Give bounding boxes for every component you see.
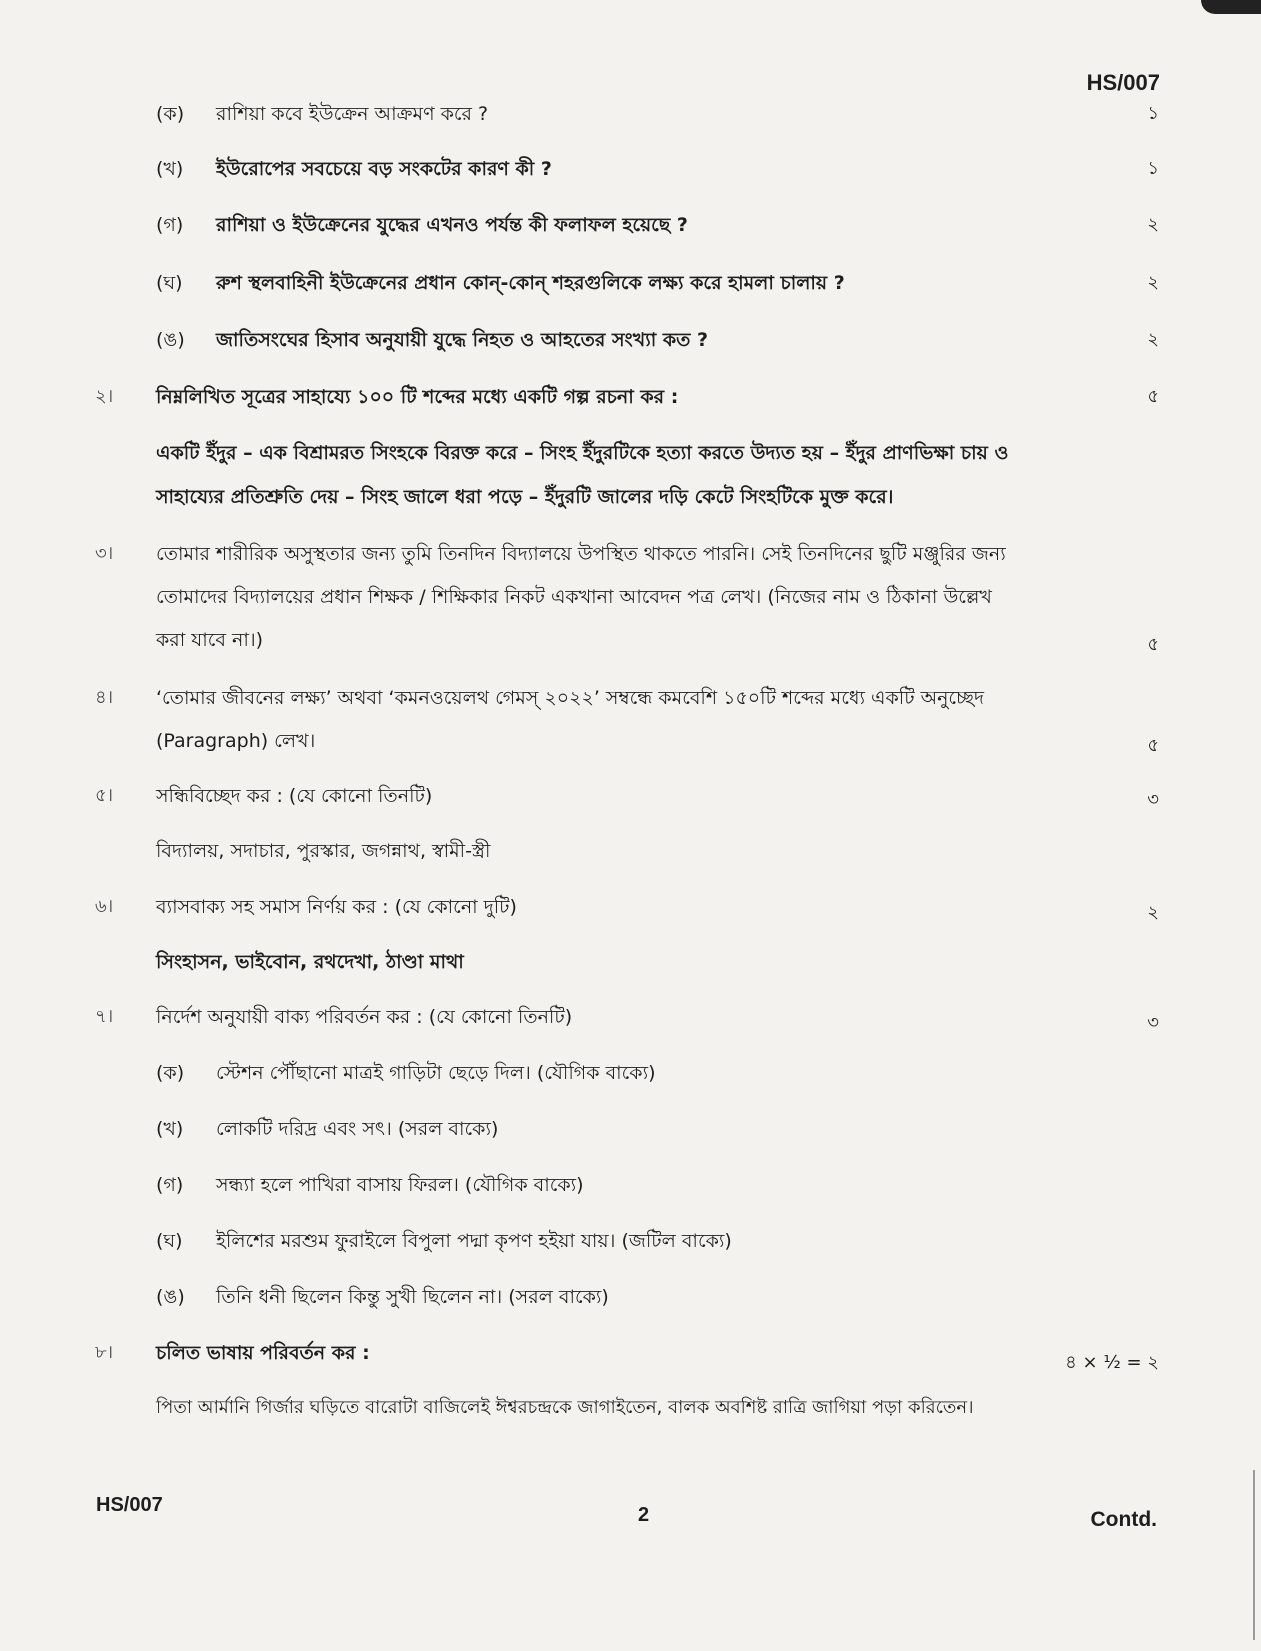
question-text: সন্ধিবিচ্ছেদ কর : (যে কোনো তিনটি) bbox=[156, 785, 433, 807]
subpart-label: (ঘ) bbox=[156, 272, 183, 294]
subpart-text: ইউরোপের সবচেয়ে বড় সংকটের কারণ কী ? bbox=[216, 158, 552, 180]
question-number: ২। bbox=[95, 386, 114, 407]
footer-paper-code: HS/007 bbox=[96, 1494, 163, 1516]
item-text: ইলিশের মরশুম ফুরাইলে বিপুলা পদ্মা কৃপণ হইয়া যায়। (জটিল বাক্যে) bbox=[216, 1230, 732, 1252]
question-number: ৮। bbox=[95, 1342, 114, 1363]
question-marks: ৪ × ½ = ২ bbox=[1065, 1352, 1159, 1373]
item-label: (খ) bbox=[156, 1118, 184, 1140]
paper-code-header: HS/007 bbox=[1086, 70, 1160, 95]
question-text-line: (Paragraph) লেখ। bbox=[156, 730, 316, 752]
item-text: লোকটি দরিদ্র এবং সৎ। (সরল বাক্যে) bbox=[216, 1118, 499, 1140]
story-outline-line: সাহায্যের প্রতিশ্রুতি দেয় – সিংহ জালে ধরা পড়ে – ইঁদুরটি জালের দড়ি কেটে সিংহটিকে মুক্ত করে। bbox=[156, 486, 894, 508]
page-number: 2 bbox=[638, 1504, 650, 1526]
question-marks: ৩ bbox=[1147, 789, 1159, 810]
subpart-label: (ঙ) bbox=[156, 329, 185, 351]
question-marks: ৩ bbox=[1147, 1012, 1159, 1033]
question-text: চলিত ভাষায় পরিবর্তন কর : bbox=[156, 1342, 370, 1364]
subpart-marks: ১ bbox=[1147, 103, 1159, 124]
subpart-marks: ১ bbox=[1147, 158, 1159, 179]
question-marks: ৫ bbox=[1147, 735, 1159, 756]
subpart-text: জাতিসংঘের হিসাব অনুযায়ী যুদ্ধে নিহত ও আহতের সংখ্যা কত ? bbox=[216, 329, 709, 351]
question-text-line: তোমার শারীরিক অসুস্থতার জন্য তুমি তিনদিন বিদ্যালয়ে উপস্থিত থাকতে পারনি। সেই তিনদিনের ছুটি মঞ্জুরির জন্য bbox=[156, 543, 1006, 565]
question-text: নির্দেশ অনুযায়ী বাক্য পরিবর্তন কর : (যে কোনো তিনটি) bbox=[156, 1006, 573, 1028]
word-list: বিদ্যালয়, সদাচার, পুরস্কার, জগন্নাথ, স্বামী-স্ত্রী bbox=[156, 840, 491, 862]
subpart-text: রুশ স্থলবাহিনী ইউক্রেনের প্রধান কোন্‌-কোন্‌ শহরগুলিকে লক্ষ্য করে হামলা চালায় ? bbox=[216, 272, 845, 294]
question-marks: ৫ bbox=[1147, 634, 1159, 655]
item-text: তিনি ধনী ছিলেন কিন্তু সুখী ছিলেন না। (সরল বাক্যে) bbox=[216, 1286, 609, 1308]
question-number: ৩। bbox=[95, 543, 114, 564]
subpart-marks: ২ bbox=[1147, 329, 1159, 350]
question-number: ৭। bbox=[95, 1006, 114, 1027]
question-number: ৬। bbox=[95, 896, 114, 917]
question-text-line: ‘তোমার জীবনের লক্ষ্য’ অথবা ‘কমনওয়েলথ গেমস্‌ ২০২২’ সম্বন্ধে কমবেশি ১৫০টি শব্দের মধ্যে একটি অনুচ্ছেদ bbox=[156, 687, 985, 709]
item-label: (ঙ) bbox=[156, 1286, 185, 1308]
item-text: স্টেশন পৌঁছানো মাত্রই গাড়িটা ছেড়ে দিল। (যৌগিক বাক্যে) bbox=[216, 1062, 656, 1084]
question-text-line: তোমাদের বিদ্যালয়ের প্রধান শিক্ষক / শিক্ষিকার নিকট একখানা আবেদন পত্র লেখ। (নিজের নাম ও ঠিকানা উল্লেখ bbox=[156, 586, 992, 608]
item-label: (ক) bbox=[156, 1062, 185, 1084]
word-list: সিংহাসন, ভাইবোন, রথদেখা, ঠাণ্ডা মাথা bbox=[156, 951, 464, 973]
question-text: ব্যাসবাক্য সহ সমাস নির্ণয় কর : (যে কোনো দুটি) bbox=[156, 896, 517, 918]
subpart-label: (ক) bbox=[156, 103, 185, 125]
subpart-label: (গ) bbox=[156, 214, 184, 236]
sentence-to-convert: পিতা আর্মানি গির্জার ঘড়িতে বারোটা বাজিলেই ঈশ্বরচন্দ্রকে জাগাইতেন, বালক অবশিষ্ট রাত্রি জাগিয়া পড়া করিতেন। bbox=[156, 1397, 974, 1418]
item-label: (ঘ) bbox=[156, 1230, 183, 1252]
subpart-marks: ২ bbox=[1147, 272, 1159, 293]
question-marks: ৫ bbox=[1147, 386, 1159, 407]
subpart-text: রাশিয়া কবে ইউক্রেন আক্রমণ করে ? bbox=[216, 103, 489, 125]
question-text: নিম্নলিখিত সূত্রের সাহায্যে ১০০ টি শব্দের মধ্যে একটি গল্প রচনা কর : bbox=[156, 386, 679, 408]
subpart-label: (খ) bbox=[156, 158, 184, 180]
question-number: ৪। bbox=[95, 687, 114, 708]
scan-corner-shadow bbox=[1201, 0, 1261, 14]
subpart-marks: ২ bbox=[1147, 214, 1159, 235]
subpart-text: রাশিয়া ও ইউক্রেনের যুদ্ধের এখনও পর্যন্ত কী ফলাফল হয়েছে ? bbox=[216, 214, 688, 236]
question-marks: ২ bbox=[1147, 902, 1159, 923]
scan-page-edge bbox=[1253, 1470, 1255, 1640]
item-text: সন্ধ্যা হলে পাখিরা বাসায় ফিরল। (যৌগিক বাক্যে) bbox=[216, 1174, 584, 1196]
story-outline-line: একটি ইঁদুর – এক বিশ্রামরত সিংহকে বিরক্ত করে – সিংহ ইঁদুরটিকে হত্যা করতে উদ্যত হয় – ইঁদুর প্রাণভিক্ষা চায় ও bbox=[156, 442, 1009, 464]
item-label: (গ) bbox=[156, 1174, 184, 1196]
continued-label: Contd. bbox=[1090, 1508, 1157, 1531]
question-text-line: করা যাবে না।) bbox=[156, 629, 264, 651]
question-number: ৫। bbox=[95, 785, 114, 806]
